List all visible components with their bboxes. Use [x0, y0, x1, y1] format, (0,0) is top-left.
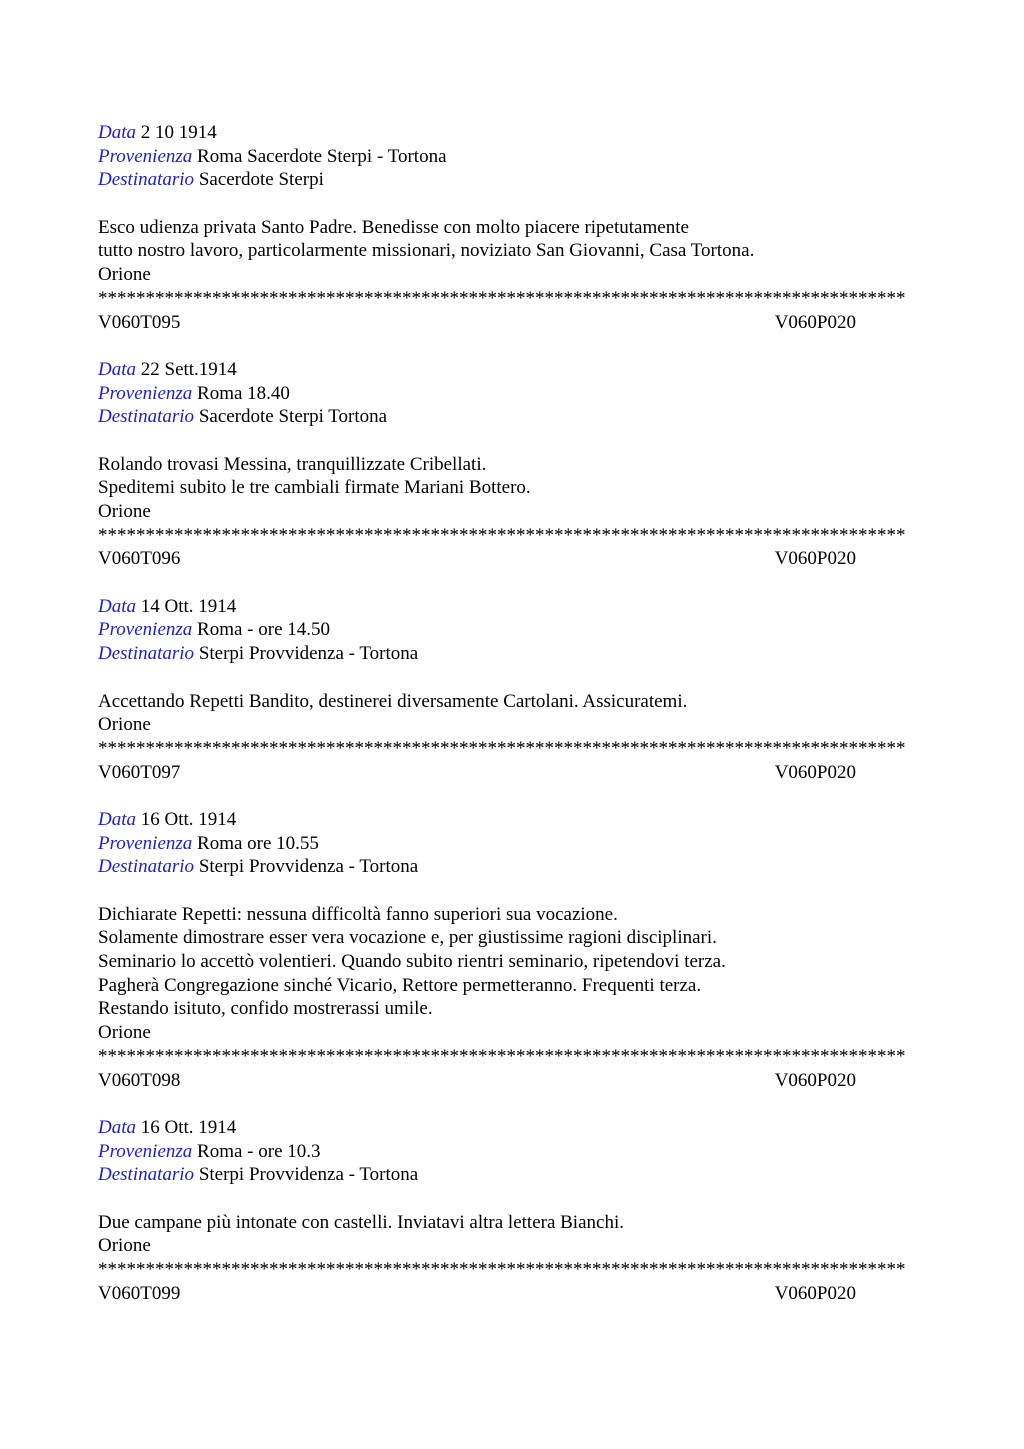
date-line	[98, 595, 928, 619]
date-label: Data	[98, 122, 136, 143]
code-left: V060T097	[98, 761, 181, 783]
code-left: V060T099	[98, 1282, 181, 1304]
separator: *************************************************************************************	[98, 1259, 906, 1280]
spacer	[98, 334, 928, 358]
origin-value: Roma - ore 14.50	[197, 619, 331, 641]
signature: Orione	[98, 501, 151, 522]
body-line: Rolando trovasi Messina, tranquillizzate Cribellati.	[98, 453, 487, 475]
recipient-value: Sterpi Provvidenza - Tortona	[198, 856, 419, 878]
spacer	[98, 666, 928, 690]
code-left: V060T096	[98, 548, 181, 570]
date-value: 16 Ott. 1914	[140, 1116, 237, 1138]
spacer	[98, 571, 928, 595]
origin-label: Provenienza	[98, 832, 193, 854]
reference-codes	[98, 311, 856, 335]
code-right: V060P020	[774, 1069, 856, 1091]
recipient-line	[98, 1163, 928, 1187]
signature: Orione	[98, 1022, 151, 1044]
recipient-line	[98, 405, 928, 429]
document-page	[98, 121, 928, 1305]
date-line	[98, 121, 928, 145]
telegram-entry	[98, 1116, 928, 1306]
reference-codes	[98, 547, 856, 571]
code-left: V060T095	[98, 311, 181, 333]
body-line: Accettando Repetti Bandito, destinerei diversamente Cartolani. Assicuratemi.	[98, 690, 688, 712]
body-line: Esco udienza privata Santo Padre. Benedisse con molto piacere ripetutamente	[98, 216, 689, 238]
code-right: V060P020	[774, 1282, 856, 1304]
date-value: 2 10 1914	[140, 122, 217, 143]
telegram-entry	[98, 358, 928, 595]
date-value: 16 Ott. 1914	[140, 808, 237, 830]
recipient-label: Destinatario	[98, 643, 195, 665]
body-line: Solamente dimostrare esser vera vocazione e, per giustissime ragioni disciplinari.	[98, 927, 717, 949]
separator: *************************************************************************************	[98, 737, 906, 759]
recipient-label: Destinatario	[98, 856, 195, 878]
origin-line	[98, 618, 928, 642]
origin-value: Roma ore 10.55	[197, 832, 319, 854]
date-value: 22 Sett.1914	[140, 358, 237, 380]
code-left: V060T098	[98, 1069, 181, 1091]
origin-line	[98, 832, 928, 856]
origin-label: Provenienza	[98, 145, 193, 167]
origin-line	[98, 145, 928, 169]
origin-label: Provenienza	[98, 1140, 193, 1162]
body-line: Dichiarate Repetti: nessuna difficoltà fanno superiori sua vocazione.	[98, 903, 618, 925]
separator: *************************************************************************************	[98, 1045, 906, 1067]
body-line: tutto nostro lavoro, particolarmente missionari, noviziato San Giovanni, Casa Tortona.	[98, 240, 755, 262]
telegram-entry	[98, 121, 928, 358]
signature: Orione	[98, 264, 151, 286]
recipient-line	[98, 642, 928, 666]
origin-label: Provenienza	[98, 619, 193, 641]
date-line	[98, 808, 928, 832]
body-line: Restando isituto, confido mostrerassi umile.	[98, 998, 433, 1020]
date-label: Data	[98, 595, 136, 617]
recipient-line	[98, 168, 928, 192]
recipient-value: Sacerdote Sterpi	[198, 169, 324, 191]
date-label: Data	[98, 358, 136, 380]
spacer	[98, 879, 928, 903]
date-line	[98, 358, 928, 382]
reference-codes	[98, 1069, 856, 1093]
separator: *************************************************************************************	[98, 524, 906, 546]
origin-label: Provenienza	[98, 382, 193, 404]
body-line: Due campane più intonate con castelli. Inviatavi altra lettera Bianchi.	[98, 1211, 624, 1233]
reference-codes	[98, 761, 856, 785]
separator: *************************************************************************************	[98, 287, 906, 309]
code-right: V060P020	[774, 761, 856, 783]
code-right: V060P020	[774, 548, 856, 570]
recipient-line	[98, 855, 928, 879]
recipient-label: Destinatario	[98, 406, 195, 428]
spacer	[98, 1187, 928, 1211]
date-label: Data	[98, 808, 136, 830]
signature: Orione	[98, 714, 151, 736]
origin-value: Roma - ore 10.3	[197, 1140, 321, 1162]
origin-line	[98, 1140, 928, 1164]
recipient-label: Destinatario	[98, 1164, 195, 1186]
date-value: 14 Ott. 1914	[140, 595, 237, 617]
telegram-entry	[98, 595, 928, 808]
body-line: Pagherà Congregazione sinché Vicario, Rettore permetteranno. Frequenti terza.	[98, 974, 702, 996]
code-right: V060P020	[774, 311, 856, 333]
spacer	[98, 784, 928, 808]
spacer	[98, 429, 928, 453]
origin-line	[98, 382, 928, 406]
recipient-value: Sterpi Provvidenza - Tortona	[198, 1164, 419, 1186]
origin-value: Roma Sacerdote Sterpi - Tortona	[197, 145, 447, 167]
origin-value: Roma 18.40	[197, 382, 290, 404]
body-line: Speditemi subito le tre cambiali firmate Mariani Bottero.	[98, 477, 531, 499]
signature: Orione	[98, 1235, 151, 1257]
recipient-label: Destinatario	[98, 169, 195, 191]
spacer	[98, 1092, 928, 1116]
date-label: Data	[98, 1116, 136, 1138]
body-line: Seminario lo accettò volentieri. Quando subito rientri seminario, ripetendovi terza.	[98, 951, 726, 973]
recipient-value: Sacerdote Sterpi Tortona	[198, 406, 388, 428]
reference-codes	[98, 1282, 856, 1306]
date-line	[98, 1116, 928, 1140]
telegram-entry	[98, 808, 928, 1116]
spacer	[98, 192, 928, 216]
recipient-value: Sterpi Provvidenza - Tortona	[198, 643, 419, 665]
